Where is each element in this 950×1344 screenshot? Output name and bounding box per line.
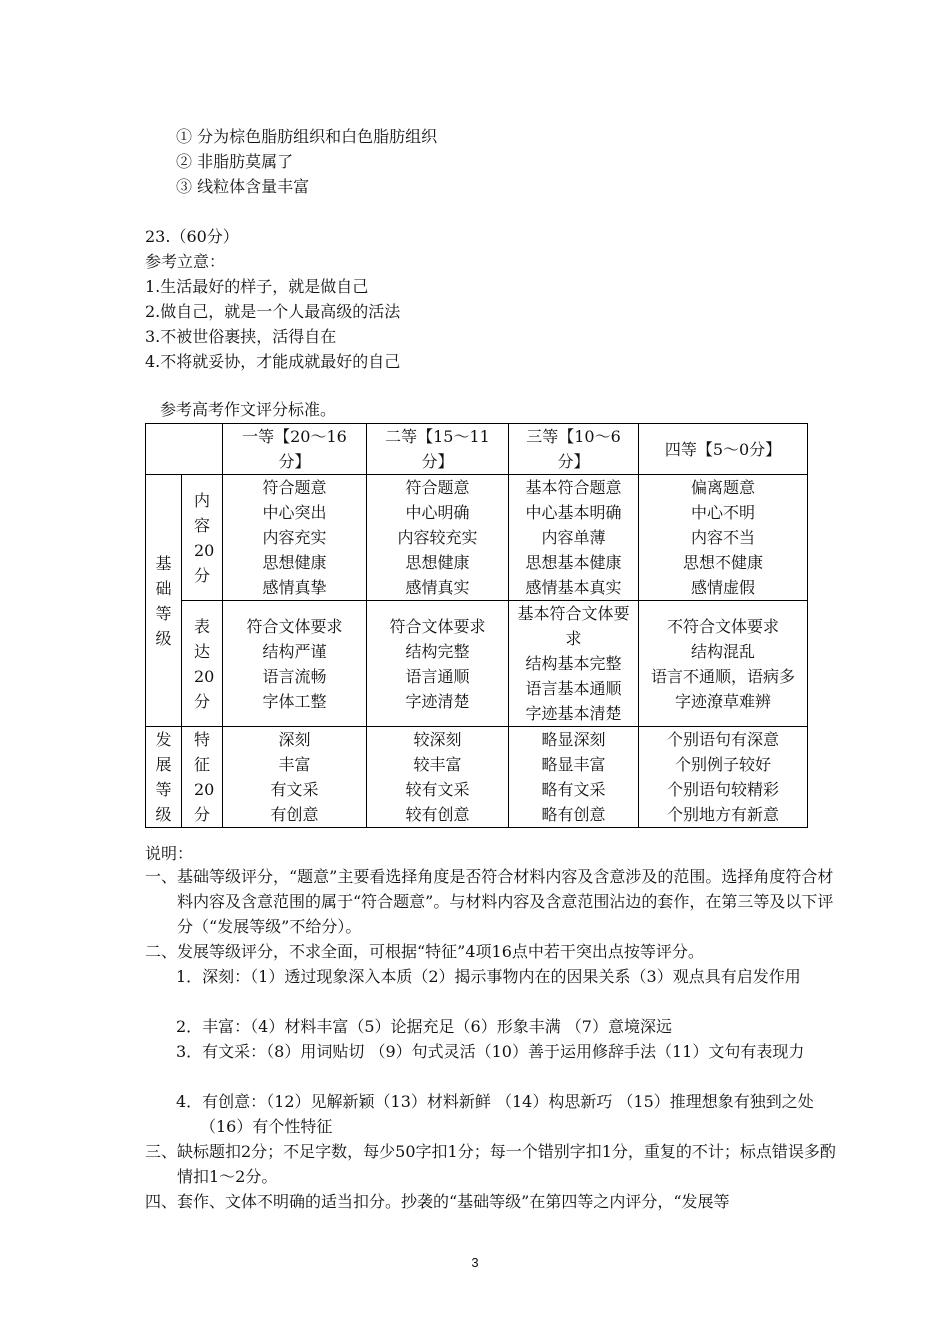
content-grade-1: 符合题意 中心突出 内容充实 思想健康 感情真挚	[223, 475, 367, 601]
development-level-label: 发展等级	[146, 727, 182, 828]
reference-label: 参考立意：	[145, 252, 226, 271]
content-label: 内容20分	[182, 475, 223, 601]
expression-grade-3: 基本符合文体要求 结构基本完整 语言基本通顺 字迹基本清楚	[509, 601, 639, 727]
note-subitem: 3．有文采：（8）用词贴切 （9）句式灵活（10）善于运用修辞手法（11）文句有表现力	[176, 1042, 805, 1061]
expression-label: 表达20分	[182, 601, 223, 727]
header-grade-1: 一等【20～16分】	[223, 424, 367, 475]
corner-cell	[146, 424, 223, 475]
note-subitem: 1．深刻：（1）透过现象深入本质（2）揭示事物内在的因果关系（3）观点具有启发作用	[176, 967, 801, 986]
note-item: 二、发展等级评分，不求全面，可根据“特征”4项16点中若干突出点按等评分。	[145, 942, 704, 961]
feature-label: 特征20分	[182, 727, 223, 828]
grading-table	[145, 423, 808, 828]
table-caption: 参考高考作文评分标准。	[160, 400, 337, 419]
note-item: 四、套作、文体不明确的适当扣分。抄袭的“基础等级”在第四等之内评分，“发展等	[145, 1192, 730, 1211]
content-grade-3: 基本符合题意 中心基本明确 内容单薄 思想基本健康 感情基本真实	[509, 475, 639, 601]
content-grade-2: 符合题意 中心明确 内容较充实 思想健康 感情真实	[367, 475, 509, 601]
notes-label: 说明：	[145, 844, 194, 863]
note-item: 一、基础等级评分，“题意”主要看选择角度是否符合材料内容及含意涉及的范围。选择角度符合材料内容及含意范围的属于“符合题意”。与材料内容及含意范围沾边的套作，在第三等及以下评分（“发展等级”不给分）。	[145, 867, 834, 936]
header-grade-4: 四等【5～0分】	[639, 424, 808, 475]
note-item: 三、缺标题扣2分；不足字数，每少50字扣1分；每一个错别字扣1分，重复的不计；标点错误多酌情扣1～2分。	[145, 1142, 836, 1186]
feature-grade-1: 深刻 丰富 有文采 有创意	[223, 727, 367, 828]
note-subitem: 4．有创意：（12）见解新颖（13）材料新鲜 （14）构思新巧 （15）推理想象有独到之处 （16）有个性特征	[176, 1092, 814, 1136]
content-grade-4: 偏离题意 中心不明 内容不当 思想不健康 感情虚假	[639, 475, 808, 601]
idea-item: 2.做自己，就是一个人最高级的活法	[145, 302, 401, 321]
expression-grade-4: 不符合文体要求 结构混乱 语言不通顺，语病多 字迹潦草难辨	[639, 601, 808, 727]
table-row	[146, 601, 808, 727]
table-row	[146, 475, 808, 601]
expression-grade-1: 符合文体要求 结构严谨 语言流畅 字体工整	[223, 601, 367, 727]
feature-grade-3: 略显深刻 略显丰富 略有文采 略有创意	[509, 727, 639, 828]
header-grade-3: 三等【10～6分】	[509, 424, 639, 475]
expression-grade-2: 符合文体要求 结构完整 语言通顺 字迹清楚	[367, 601, 509, 727]
table-row	[146, 727, 808, 828]
idea-item: 3.不被世俗裹挟，活得自在	[145, 327, 337, 346]
question-title: 23.（60分）	[145, 227, 239, 246]
list-item: ② 非脂肪莫属了	[176, 152, 294, 171]
idea-item: 1.生活最好的样子，就是做自己	[145, 277, 369, 296]
list-item: ① 分为棕色脂肪组织和白色脂肪组织	[176, 127, 438, 146]
note-subitem: 2．丰富：（4）材料丰富（5）论据充足（6）形象丰满 （7）意境深远	[176, 1017, 672, 1036]
header-grade-2: 二等【15～11分】	[367, 424, 509, 475]
feature-grade-2: 较深刻 较丰富 较有文采 较有创意	[367, 727, 509, 828]
idea-item: 4.不将就妥协，才能成就最好的自己	[145, 352, 401, 371]
basic-level-label: 基础等级	[146, 475, 182, 727]
table-header-row	[146, 424, 808, 475]
list-item: ③ 线粒体含量丰富	[176, 177, 310, 196]
feature-grade-4: 个别语句有深意 个别例子较好 个别语句较精彩 个别地方有新意	[639, 727, 808, 828]
page-number: 3	[471, 1255, 479, 1270]
